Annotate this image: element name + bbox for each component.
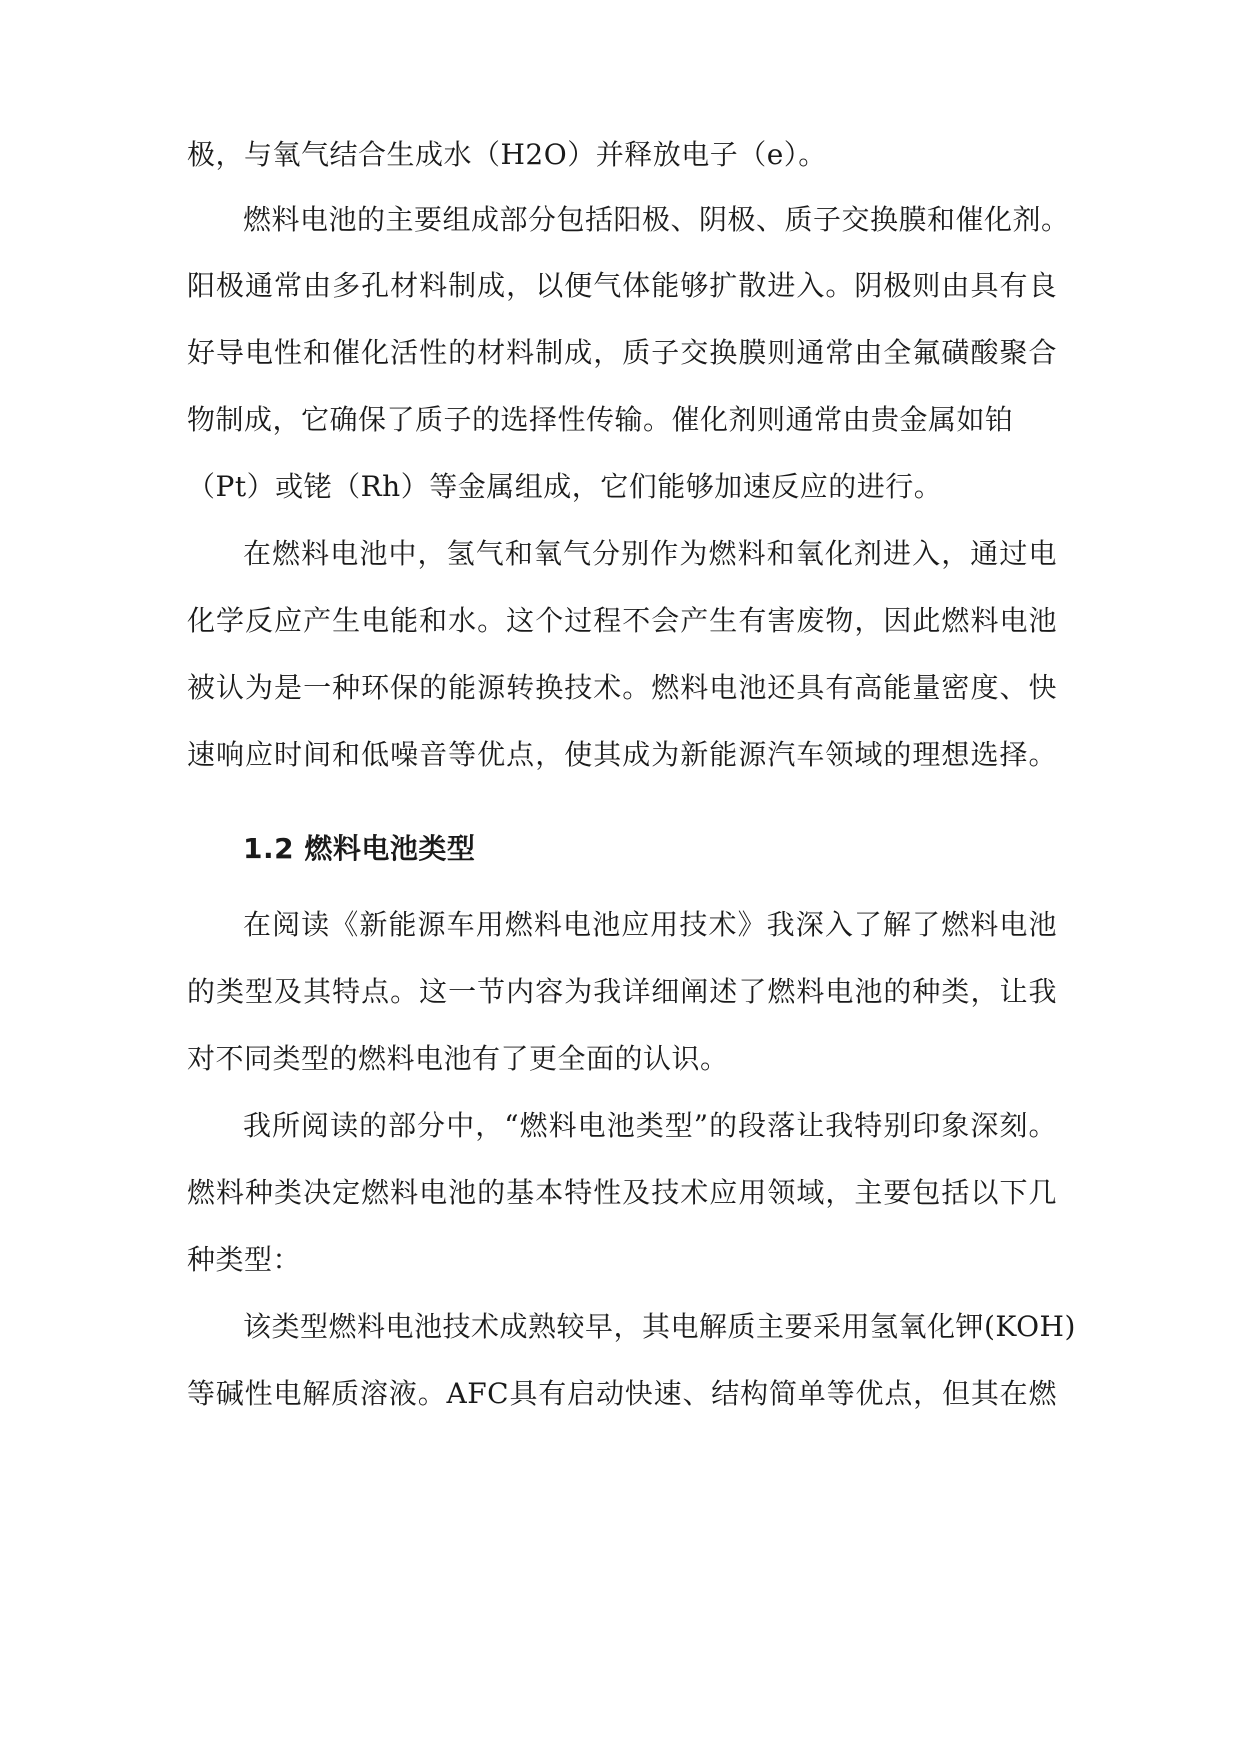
text-line: 好导电性和催化活性的材料制成，质子交换膜则通常由全氟磺酸聚合	[187, 336, 1057, 369]
text-line: 该类型燃料电池技术成熟较早，其电解质主要采用氢氧化钾(KOH)	[243, 1310, 1076, 1343]
text-line: 在燃料电池中，氢气和氧气分别作为燃料和氧化剂进入，通过电	[243, 537, 1057, 570]
text-line: 极，与氧气结合生成水（H2O）并释放电子（e）。	[187, 138, 827, 171]
text-line: 速响应时间和低噪音等优点，使其成为新能源汽车领域的理想选择。	[187, 738, 1057, 771]
text-line: 对不同类型的燃料电池有了更全面的认识。	[187, 1042, 729, 1075]
text-line: 等碱性电解质溶液。AFC具有启动快速、结构简单等优点，但其在燃	[187, 1377, 1057, 1410]
text-line: 我所阅读的部分中，“燃料电池类型”的段落让我特别印象深刻。	[243, 1109, 1057, 1142]
text-line: 被认为是一种环保的能源转换技术。燃料电池还具有高能量密度、快	[187, 671, 1057, 704]
text-line: 化学反应产生电能和水。这个过程不会产生有害废物，因此燃料电池	[187, 604, 1057, 637]
text-line: 燃料电池的主要组成部分包括阳极、阴极、质子交换膜和催化剂。	[243, 203, 1070, 236]
text-line: 燃料种类决定燃料电池的基本特性及技术应用领域，主要包括以下几	[187, 1176, 1057, 1209]
text-line: （Pt）或铑（Rh）等金属组成，它们能够加速反应的进行。	[187, 470, 943, 503]
section-heading: 1.2 燃料电池类型	[243, 832, 476, 865]
text-line: 在阅读《新能源车用燃料电池应用技术》我深入了解了燃料电池	[243, 908, 1057, 941]
text-line: 的类型及其特点。这一节内容为我详细阐述了燃料电池的种类，让我	[187, 975, 1057, 1008]
text-line: 种类型：	[187, 1243, 302, 1276]
text-line: 物制成，它确保了质子的选择性传输。催化剂则通常由贵金属如铂	[187, 403, 1014, 436]
text-line: 阳极通常由多孔材料制成，以便气体能够扩散进入。阴极则由具有良	[187, 269, 1057, 302]
